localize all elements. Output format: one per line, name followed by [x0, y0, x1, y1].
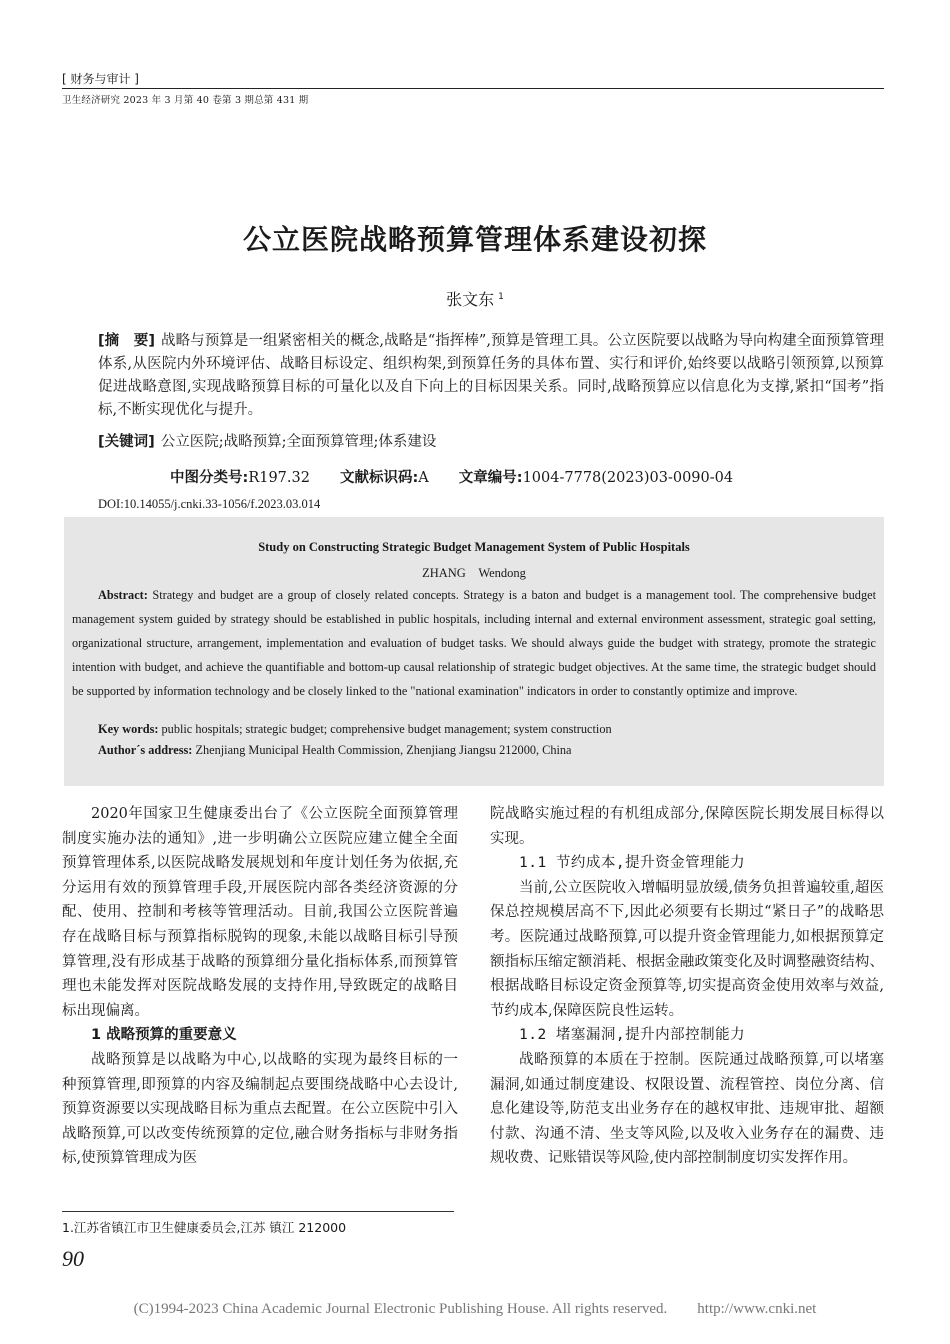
doc-code-label: 文献标识码:: [339, 470, 419, 486]
clc-label: 中图分类号:: [170, 470, 249, 486]
english-abstract-label: Abstract:: [98, 588, 148, 602]
section-tag: [ 财务与审计 ]: [62, 72, 139, 86]
paragraph-2: 当前,公立医院收入增幅明显放缓,债务负担普遍较重,超医保总控规模居高不下,因此必须要有长期过“紧日子”的战略思考。医院通过战略预算,可以提升资金管理能力,如根据预算定额指标压缩定额消耗、根据金融政策变化及时调整融资结构、根据战略目标设定资金预算等,切实提高资金使用效率与效益,节约成本,保障医院良性运转。: [490, 879, 884, 1019]
keywords-text: 公立医院;战略预算;全面预算管理;体系建设: [160, 434, 437, 450]
body-right-column: [490, 802, 884, 1171]
abstract-text: 战略与预算是一组紧密相关的概念,战略是“指挥棒”,预算是管理工具。公立医院要以战略为导向构建全面预算管理体系,从医院内外环境评估、战略目标设定、组织构架,到预算任务的具体布置、实行和评价,始终要以战略引领预算,以预算促进战略意图,实现战略预算目标的可量化以及自下向上的目标因果关系。同时,战略预算应以信息化为支撑,紧扣“国考”指标,不断实现优化与提升。: [98, 333, 884, 418]
author-name: 张文东: [446, 290, 495, 309]
article-no-label: 文章编号:: [458, 470, 523, 486]
english-abstract-text: Strategy and budget are a group of closely related concepts. Strategy is a baton and budget is a management tool. The comprehensive budget management system guided by strategy should be established in public hospitals, including internal and external environment assessment, strategic goal setting, organizational structure, arrangement, implementation and evaluation of budget tasks. We should always guide the budget with strategy, promote the strategic intention with budget, and achieve the quantifiable and bottom-up causal relationship of strategic budget objectives. At the same time, the strategic budget should be supported by information technology and be closely linked to the "national examination" indicators in order to constantly optimize and improve.: [72, 588, 876, 698]
header-rule: [62, 88, 884, 89]
abstract-label: [摘 要]: [98, 333, 155, 349]
affiliation-mark: 1: [498, 291, 504, 302]
intro-paragraph: 2020年国家卫生健康委出台了《公立医院全面预算管理制度实施办法的通知》,进一步明确公立医院应建立健全全面预算管理体系,以医院战略发展规划和年度计划任务为依据,充分运用有效的预算管理手段,开展医院内部各类经济资源的分配、使用、控制和考核等管理活动。目前,我国公立医院普遍存在战略目标与预算指标脱钩的现象,未能以战略目标引导预算管理,没有形成基于战略的预算细分量化指标体系,而预算管理也未能发挥对医院战略发展的支持作用,导致既定的战略目标出现偏离。: [62, 806, 458, 1019]
body-left-column: [62, 802, 458, 1171]
paragraph-1: 战略预算是以战略为中心,以战略的实现为最终目标的一种预算管理,即预算的内容及编制起点要围绕战略中心去设计,预算资源要以实现战略目标为重点去配置。在公立医院中引入战略预算,可以改变传统预算的定位,融合财务指标与非财务指标,使预算管理成为医: [62, 1051, 458, 1167]
doi[interactable]: DOI:10.14055/j.cnki.33-1056/f.2023.03.014: [98, 497, 321, 511]
author: [0, 287, 950, 310]
english-keywords-label: Key words:: [98, 722, 159, 736]
journal-info: 卫生经济研究 2023 年 3 月第 40 卷第 3 期总第 431 期: [62, 95, 309, 106]
article-no-value: 1004-7778(2023)03-0090-04: [522, 470, 734, 486]
keywords-cn: [98, 432, 884, 452]
english-author: ZHANG Wendong: [422, 566, 526, 580]
doc-code-value: A: [418, 470, 429, 486]
english-address: [98, 743, 572, 758]
abstract-cn: [98, 330, 884, 422]
keywords-label: [关键词]: [98, 434, 155, 450]
english-keywords: [98, 722, 612, 737]
paper-title: 公立医院战略预算管理体系建设初探: [242, 223, 707, 256]
footnote-rule: [62, 1211, 454, 1212]
english-address-label: Author´s address:: [98, 743, 193, 757]
paragraph-3: 战略预算的本质在于控制。医院通过战略预算,可以堵塞漏洞,如通过制度建设、权限设置、流程管控、岗位分离、信息化建设等,防范支出业务存在的越权审批、违规审批、超额付款、沟通不清、坐支等风险,以及收入业务存在的漏费、违规收费、记账错误等风险,使内部控制制度切实发挥作用。: [490, 1051, 884, 1167]
page-number: 90: [62, 1246, 84, 1271]
footnote: 1.江苏省镇江市卫生健康委员会,江苏 镇江 212000: [62, 1220, 347, 1235]
copyright-watermark: (C)1994-2023 China Academic Journal Electronic Publishing House. All rights reserved. http://www.cnki.net: [133, 1301, 817, 1317]
clc-value: R197.32: [248, 470, 310, 486]
classification-line: [170, 466, 733, 487]
english-abstract: [72, 583, 876, 703]
english-title: Study on Constructing Strategic Budget Management System of Public Hospitals: [258, 540, 690, 554]
subsection-heading-1-1: 1.1 节约成本,提升资金管理能力: [519, 855, 746, 872]
subsection-heading-1-2: 1.2 堵塞漏洞,提升内部控制能力: [519, 1027, 746, 1044]
paragraph-1-continued: 院战略实施过程的有机组成部分,保障医院长期发展目标得以实现。: [490, 806, 884, 847]
english-keywords-text: public hospitals; strategic budget; comprehensive budget management; system construction: [161, 722, 612, 736]
english-address-text: Zhenjiang Municipal Health Commission, Zhenjiang Jiangsu 212000, China: [195, 743, 572, 757]
section-heading-1: 1 战略预算的重要意义: [91, 1027, 237, 1044]
